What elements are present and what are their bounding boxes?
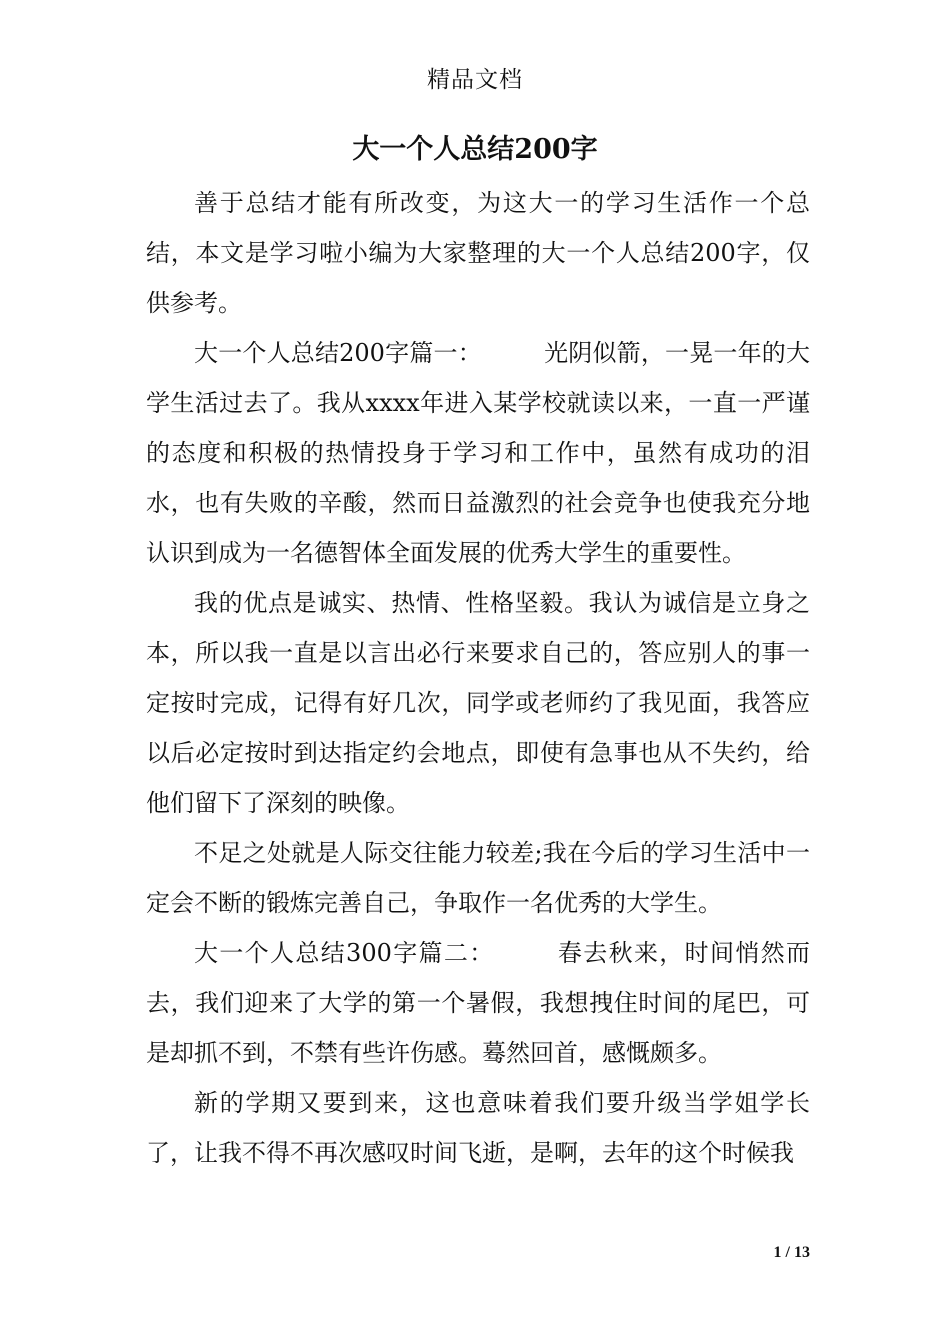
paragraph-text: 善于总结才能有所改变，为这大一的学习生活作一个总结，本文是学习啦小编为大家整理的大一个人总结200字，仅供参考。: [146, 189, 810, 317]
paragraph-weaknesses: [146, 828, 810, 928]
paragraph-text: 新的学期又要到来，这也意味着我们要升级当学姐学长了，让我不得不再次感叹时间飞逝，是啊，去年的这个时候我: [146, 1089, 810, 1167]
section-heading: 大一个人总结300字篇二：: [194, 939, 495, 967]
paragraph-text: 不足之处就是人际交往能力较差;我在今后的学习生活中一定会不断的锻炼完善自己，争取作一名优秀的大学生。: [146, 839, 810, 917]
paragraph-intro: [146, 178, 810, 328]
paragraph-text: 春去秋来，时间悄然而去，我们迎来了大学的第一个暑假，我想拽住时间的尾巴，可是却抓不到，不禁有些许伤感。蓦然回首，感慨颇多。: [146, 939, 811, 1067]
document-body: [146, 178, 810, 1178]
paragraph-strengths: [146, 578, 810, 828]
paragraph-text: 光阴似箭，一晃一年的大学生活过去了。我从xxxx年进入某学校就读以来，一直一严谨的态度和积极的热情投身于学习和工作中，虽然有成功的泪水，也有失败的辛酸，然而日益激烈的社会竞争也使我充分地认识到成为一名德智体全面发展的优秀大学生的重要性。: [146, 339, 810, 567]
document-title: 大一个人总结200字: [352, 134, 598, 165]
page-number: 1 / 13: [773, 1244, 810, 1261]
paragraph-section-two: [146, 928, 810, 1078]
page-header: 精品文档: [427, 67, 523, 93]
section-heading: 大一个人总结200字篇一：: [194, 339, 482, 367]
paragraph-text: 我的优点是诚实、热情、性格坚毅。我认为诚信是立身之本，所以我一直是以言出必行来要求自己的，答应别人的事一定按时完成，记得有好几次，同学或老师约了我见面，我答应以后必定按时到达指定约会地点，即使有急事也从不失约，给他们留下了深刻的映像。: [146, 589, 810, 817]
paragraph-section-one: [146, 328, 810, 578]
paragraph-new-semester: [146, 1078, 810, 1178]
